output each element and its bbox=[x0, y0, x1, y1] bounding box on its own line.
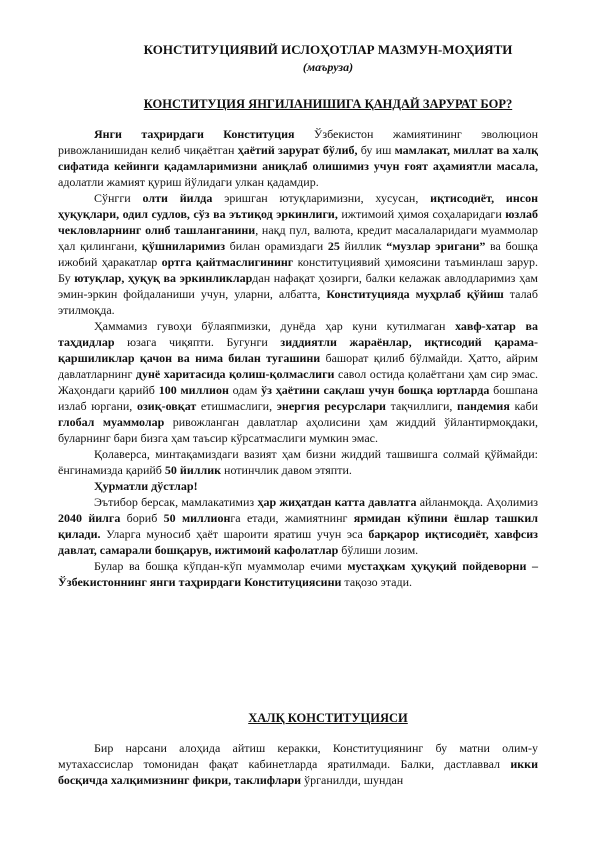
text-run: , нақд пул, валюта, кредит масалаларидаги муаммолар ҳал қилингани, bbox=[58, 223, 538, 253]
paragraph bbox=[58, 446, 538, 478]
bold-text-run: пандемия bbox=[457, 399, 510, 413]
bold-text-run: Ҳурматли дўстлар! bbox=[94, 479, 198, 493]
bold-text-run: юзлаб чекловларнинг олиб ташланганини bbox=[58, 207, 538, 237]
bold-text-run: ютуқлар, ҳуқуқ ва эркинликлар bbox=[74, 271, 253, 285]
text-run: башорат қилиб бўлмайди. Ҳатто, айрим давлатларнинг bbox=[58, 351, 538, 381]
text-run: ривожланган давлатлар аҳолисини ҳам жиддий ўйлантирмоқдаки, буларнинг бари бизга ҳам таъсир кўрсатмаслиги мумкин эмас. bbox=[58, 415, 538, 445]
text-run: етишмаслиги, bbox=[196, 399, 277, 413]
bold-text-run: иқтисодиёт, инсон ҳуқуқлари, одил судлов, сўз ва эътиқод эркинлиги, bbox=[58, 191, 538, 221]
bold-text-run: қўшниларимиз bbox=[141, 239, 226, 253]
document-title: КОНСТИТУЦИЯВИЙ ИСЛОҲОТЛАР МАЗМУН-МОҲИЯТИ bbox=[143, 42, 513, 57]
bold-text-run: Янги таҳрирдаги Конституция bbox=[94, 127, 295, 141]
bold-text-run: 100 миллион bbox=[158, 383, 229, 397]
text-run: Бир нарсани алоҳида айтиш керакки, Конституциянинг бу матни олим-у мутахассислар томонидан фақат кабинетларда яратилмади. Балки, дастлаввал bbox=[58, 741, 538, 771]
text-run: конституциявий ҳимоясини таъминлаш зарур. Бу bbox=[58, 255, 538, 285]
bold-text-run: ўз ҳаётини сақлаш учун бошқа юртларда bbox=[261, 383, 490, 397]
text-run: тақчиллиги, bbox=[385, 399, 458, 413]
paragraph bbox=[58, 558, 538, 590]
text-run: йиллик bbox=[339, 239, 387, 253]
text-run: савол остида қолаётгани ҳам сир эмас. Жаҳондаги қарийб bbox=[58, 367, 538, 397]
text-run: бу иш bbox=[357, 143, 395, 157]
text-run: билан орамиздаги bbox=[225, 239, 328, 253]
text-run: Қолаверса, минтақамиздаги вазият ҳам бизни жиддий ташвишга солмай қўймайди: ёнгинамизда қарийб bbox=[58, 447, 538, 477]
paragraph bbox=[58, 190, 538, 318]
bold-text-run: Конституцияда муҳрлаб қўйиш bbox=[326, 287, 504, 301]
text-run: Эътибор берсак, мамлакатимиз bbox=[94, 495, 258, 509]
text-run: юзага чиқяпти. Бугунги bbox=[114, 335, 281, 349]
text-run: ижтимоий ҳимоя соҳаларидаги bbox=[337, 207, 506, 221]
paragraph bbox=[58, 126, 538, 190]
bold-text-run: зиддиятли жараёнлар, иқтисодий қарама-қаршиликлар қачон ва нима билан тугашини bbox=[58, 335, 538, 365]
bold-text-run: 50 йиллик bbox=[164, 463, 222, 477]
text-run: талаб этилмоқда. bbox=[58, 287, 538, 317]
section-heading-question: КОНСТИТУЦИЯ ЯНГИЛАНИШИГА ҚАНДАЙ ЗАРУРАТ БОР? bbox=[143, 97, 513, 111]
paragraph bbox=[58, 478, 538, 494]
bold-text-run: барқарор иқтисодиёт, хавфсиз давлат, самарали бошқарув, ижтимоий кафолатлар bbox=[58, 527, 538, 557]
bold-text-run: мустаҳкам ҳуқуқий пойдеворни – Ўзбекистоннинг янги таҳрирдаги Конституциясини bbox=[58, 559, 538, 589]
paragraph bbox=[58, 740, 538, 788]
text-run: Булар ва бошқа кўпдан-кўп муаммолар ечими bbox=[94, 559, 348, 573]
text-run: эришган ютуқларимизни, хусусан, bbox=[212, 191, 431, 205]
bold-text-run: 50 миллион bbox=[163, 511, 231, 525]
section-heading-people-constitution: ХАЛҚ КОНСТИТУЦИЯСИ bbox=[248, 711, 408, 725]
text-run: ўрганилди, шундан bbox=[301, 773, 404, 787]
bold-text-run: ярмидан кўпини ёшлар ташкил қилади. bbox=[58, 511, 538, 541]
text-run: Сўнгги bbox=[94, 191, 143, 205]
text-run: каби bbox=[509, 399, 538, 413]
bold-text-run: хавф-хатар ва таҳдидлар bbox=[58, 319, 539, 349]
document-subtitle: (маъруза) bbox=[302, 60, 354, 74]
text-run: бўлиши лозим. bbox=[338, 543, 419, 557]
bold-text-run: ортга қайтмаслигининг bbox=[161, 255, 294, 269]
bold-text-run: озиқ-овқат bbox=[136, 399, 197, 413]
main-body-text bbox=[58, 126, 538, 590]
bold-text-run: ҳаётий зарурат бўлиб, bbox=[237, 143, 358, 157]
bold-text-run: ҳар жиҳатдан катта давлатга bbox=[257, 495, 417, 509]
paragraph bbox=[58, 318, 538, 446]
paragraph bbox=[58, 494, 538, 558]
bold-text-run: глобал муаммолар bbox=[58, 415, 165, 429]
text-run: нотинчлик давом этяпти. bbox=[221, 463, 352, 477]
bold-text-run: “музлар эригани” bbox=[386, 239, 486, 253]
bold-text-run: 2040 йилга bbox=[58, 511, 121, 525]
bold-text-run: энергия ресурслари bbox=[276, 399, 386, 413]
text-run: ва бошқа ижобий ҳаракатлар bbox=[58, 239, 538, 269]
text-run: Уларга муносиб ҳаёт шароити яратиш учун эса bbox=[100, 527, 369, 541]
text-run: бориб bbox=[120, 511, 164, 525]
text-run: одам bbox=[228, 383, 262, 397]
text-run: Ўзбекистон жамиятининг эволюцион ривожланишидан келиб чиқаётган bbox=[58, 127, 538, 157]
bold-text-run: икки босқичда халқимизнинг фикри, таклифлари bbox=[58, 757, 538, 787]
bold-text-run: дунё харитасида қолиш-қолмаслиги bbox=[135, 367, 335, 381]
text-run: тақозо этади. bbox=[341, 575, 413, 589]
text-run: адолатли жамият қуриш йўлидаги улкан қадамдир. bbox=[58, 175, 319, 189]
bold-text-run: мамлакат, миллат ва халқ сифатида кейинги қадамларимизни аниқлаб олишимиз учун ғоят аҳамиятли масала, bbox=[58, 143, 538, 173]
text-run: га етади, жамиятнинг bbox=[230, 511, 354, 525]
section-body-text bbox=[58, 740, 538, 788]
text-run: Ҳаммамиз гувоҳи бўлаяпмизки, дунёда ҳар куни кутилмаган bbox=[94, 319, 456, 333]
text-run: дан нафақат ҳозирги, балки келажак авлодларимиз ҳам эмин-эркин фойдаланиши учун, уларни, албатта, bbox=[58, 271, 539, 301]
bold-text-run: 25 bbox=[327, 239, 340, 253]
bold-text-run: олти йилда bbox=[142, 191, 213, 205]
text-run: айланмоқда. Аҳолимиз bbox=[416, 495, 538, 509]
text-run: бошпана излаб юргани, bbox=[58, 383, 538, 413]
